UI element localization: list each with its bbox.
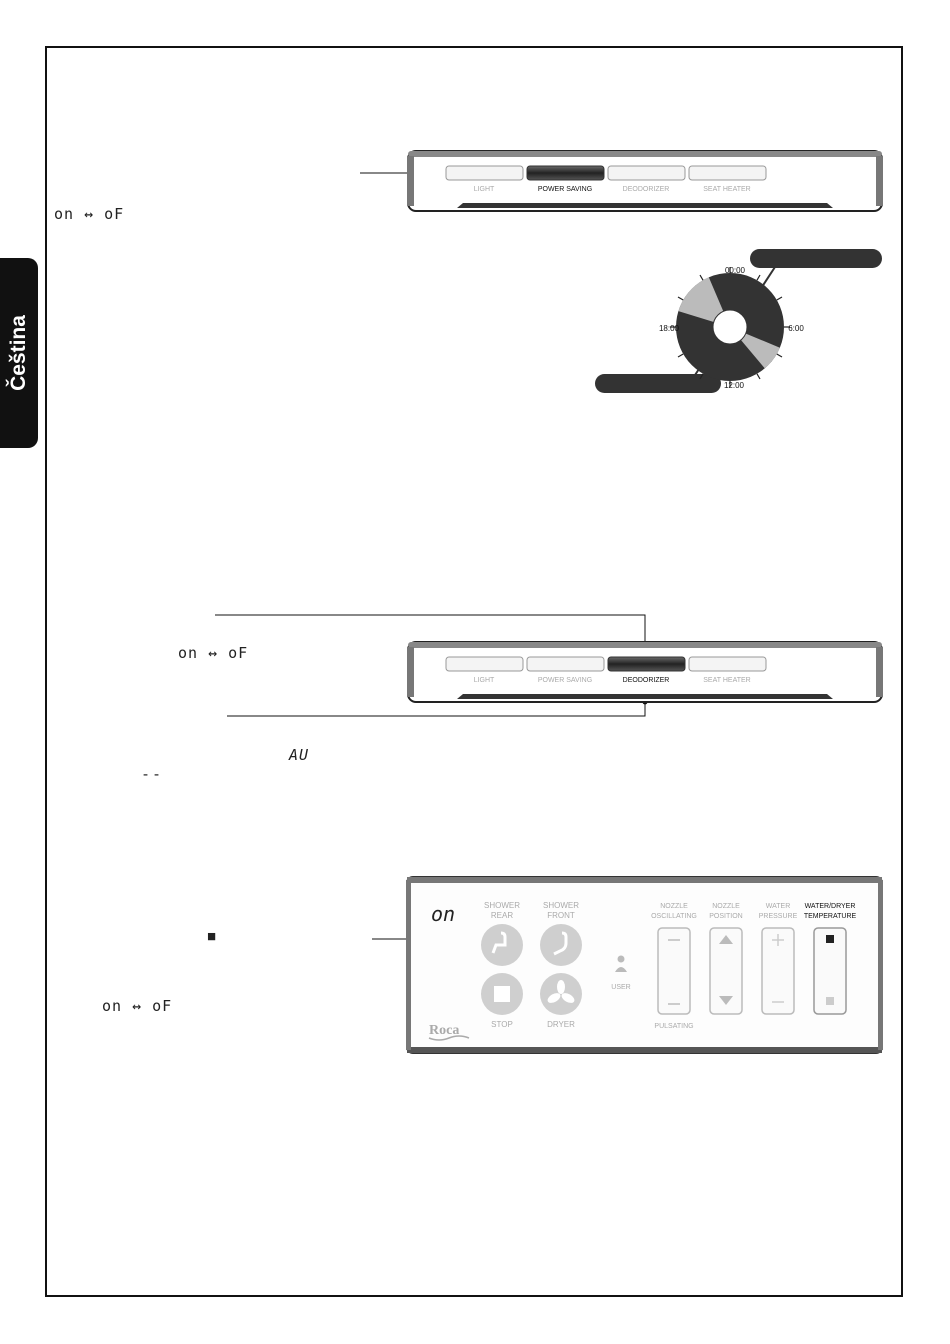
strip1-label-light: LIGHT — [473, 186, 495, 193]
temperature-low-square — [826, 997, 834, 1005]
strip2-label-power-saving: POWER SAVING — [537, 677, 593, 684]
power-saving-clock-diagram — [590, 245, 890, 400]
strip2-label-deodorizer: DEODORIZER — [622, 677, 670, 684]
language-tab-label: Čeština — [7, 315, 30, 391]
brand-logo: Roca — [429, 1023, 460, 1038]
remote-display-value: on — [431, 902, 456, 926]
label-nozzle-oscillating-1: NOZZLE — [660, 903, 688, 910]
label-water-dryer-1: WATER/DRYER — [804, 903, 856, 910]
label-water-pressure-2: PRESSURE — [758, 913, 798, 920]
label-water-dryer-2: TEMPERATURE — [803, 913, 857, 920]
callout-bubble-top — [750, 249, 882, 268]
strip2-label-seat-heater: SEAT HEATER — [703, 677, 751, 684]
label-shower-front-1: SHOWER — [543, 901, 579, 910]
label-nozzle-oscillating-2: OSCILLATING — [651, 913, 697, 920]
display-code-au: AU — [289, 746, 310, 764]
label-pulsating: PULSATING — [654, 1023, 694, 1030]
label-nozzle-position-2: POSITION — [709, 913, 743, 920]
label-shower-rear-1: SHOWER — [484, 901, 520, 910]
language-tab — [0, 258, 38, 448]
clock-label-1200: 12:00 — [723, 381, 745, 390]
callout-bubble-bottom — [595, 374, 721, 393]
label-user: USER — [611, 984, 631, 991]
strip2-label-light: LIGHT — [473, 677, 495, 684]
stop-icon — [494, 986, 510, 1002]
label-shower-front-2: FRONT — [547, 911, 575, 920]
shower-front-button — [540, 924, 582, 966]
control-strip-deodorizer — [407, 641, 883, 703]
label-nozzle-position-1: NOZZLE — [712, 903, 740, 910]
label-water-pressure-1: WATER — [765, 903, 791, 910]
strip1-label-deodorizer: DEODORIZER — [622, 186, 670, 193]
display-code-dashes: -- — [141, 765, 164, 783]
clock-label-600: 6:00 — [788, 324, 804, 333]
label-stop: STOP — [491, 1020, 513, 1029]
label-shower-rear-2: REAR — [490, 911, 514, 920]
remote-control-panel — [406, 876, 883, 1054]
control-strip-power-saving — [407, 150, 883, 212]
clock-label-1800: 18:00 — [658, 324, 680, 333]
temperature-high-square — [826, 935, 834, 943]
on-off-text-1: on ↔ oF — [54, 205, 125, 223]
strip1-label-seat-heater: SEAT HEATER — [703, 186, 751, 193]
on-off-text-3: on ↔ oF — [102, 997, 173, 1015]
user-icon — [618, 956, 625, 963]
on-off-text-2: on ↔ oF — [178, 644, 249, 662]
label-dryer: DRYER — [547, 1020, 575, 1029]
strip1-label-power-saving: POWER SAVING — [537, 186, 593, 193]
square-symbol: ■ — [207, 928, 217, 945]
clock-label-0000: 00:00 — [724, 266, 746, 275]
